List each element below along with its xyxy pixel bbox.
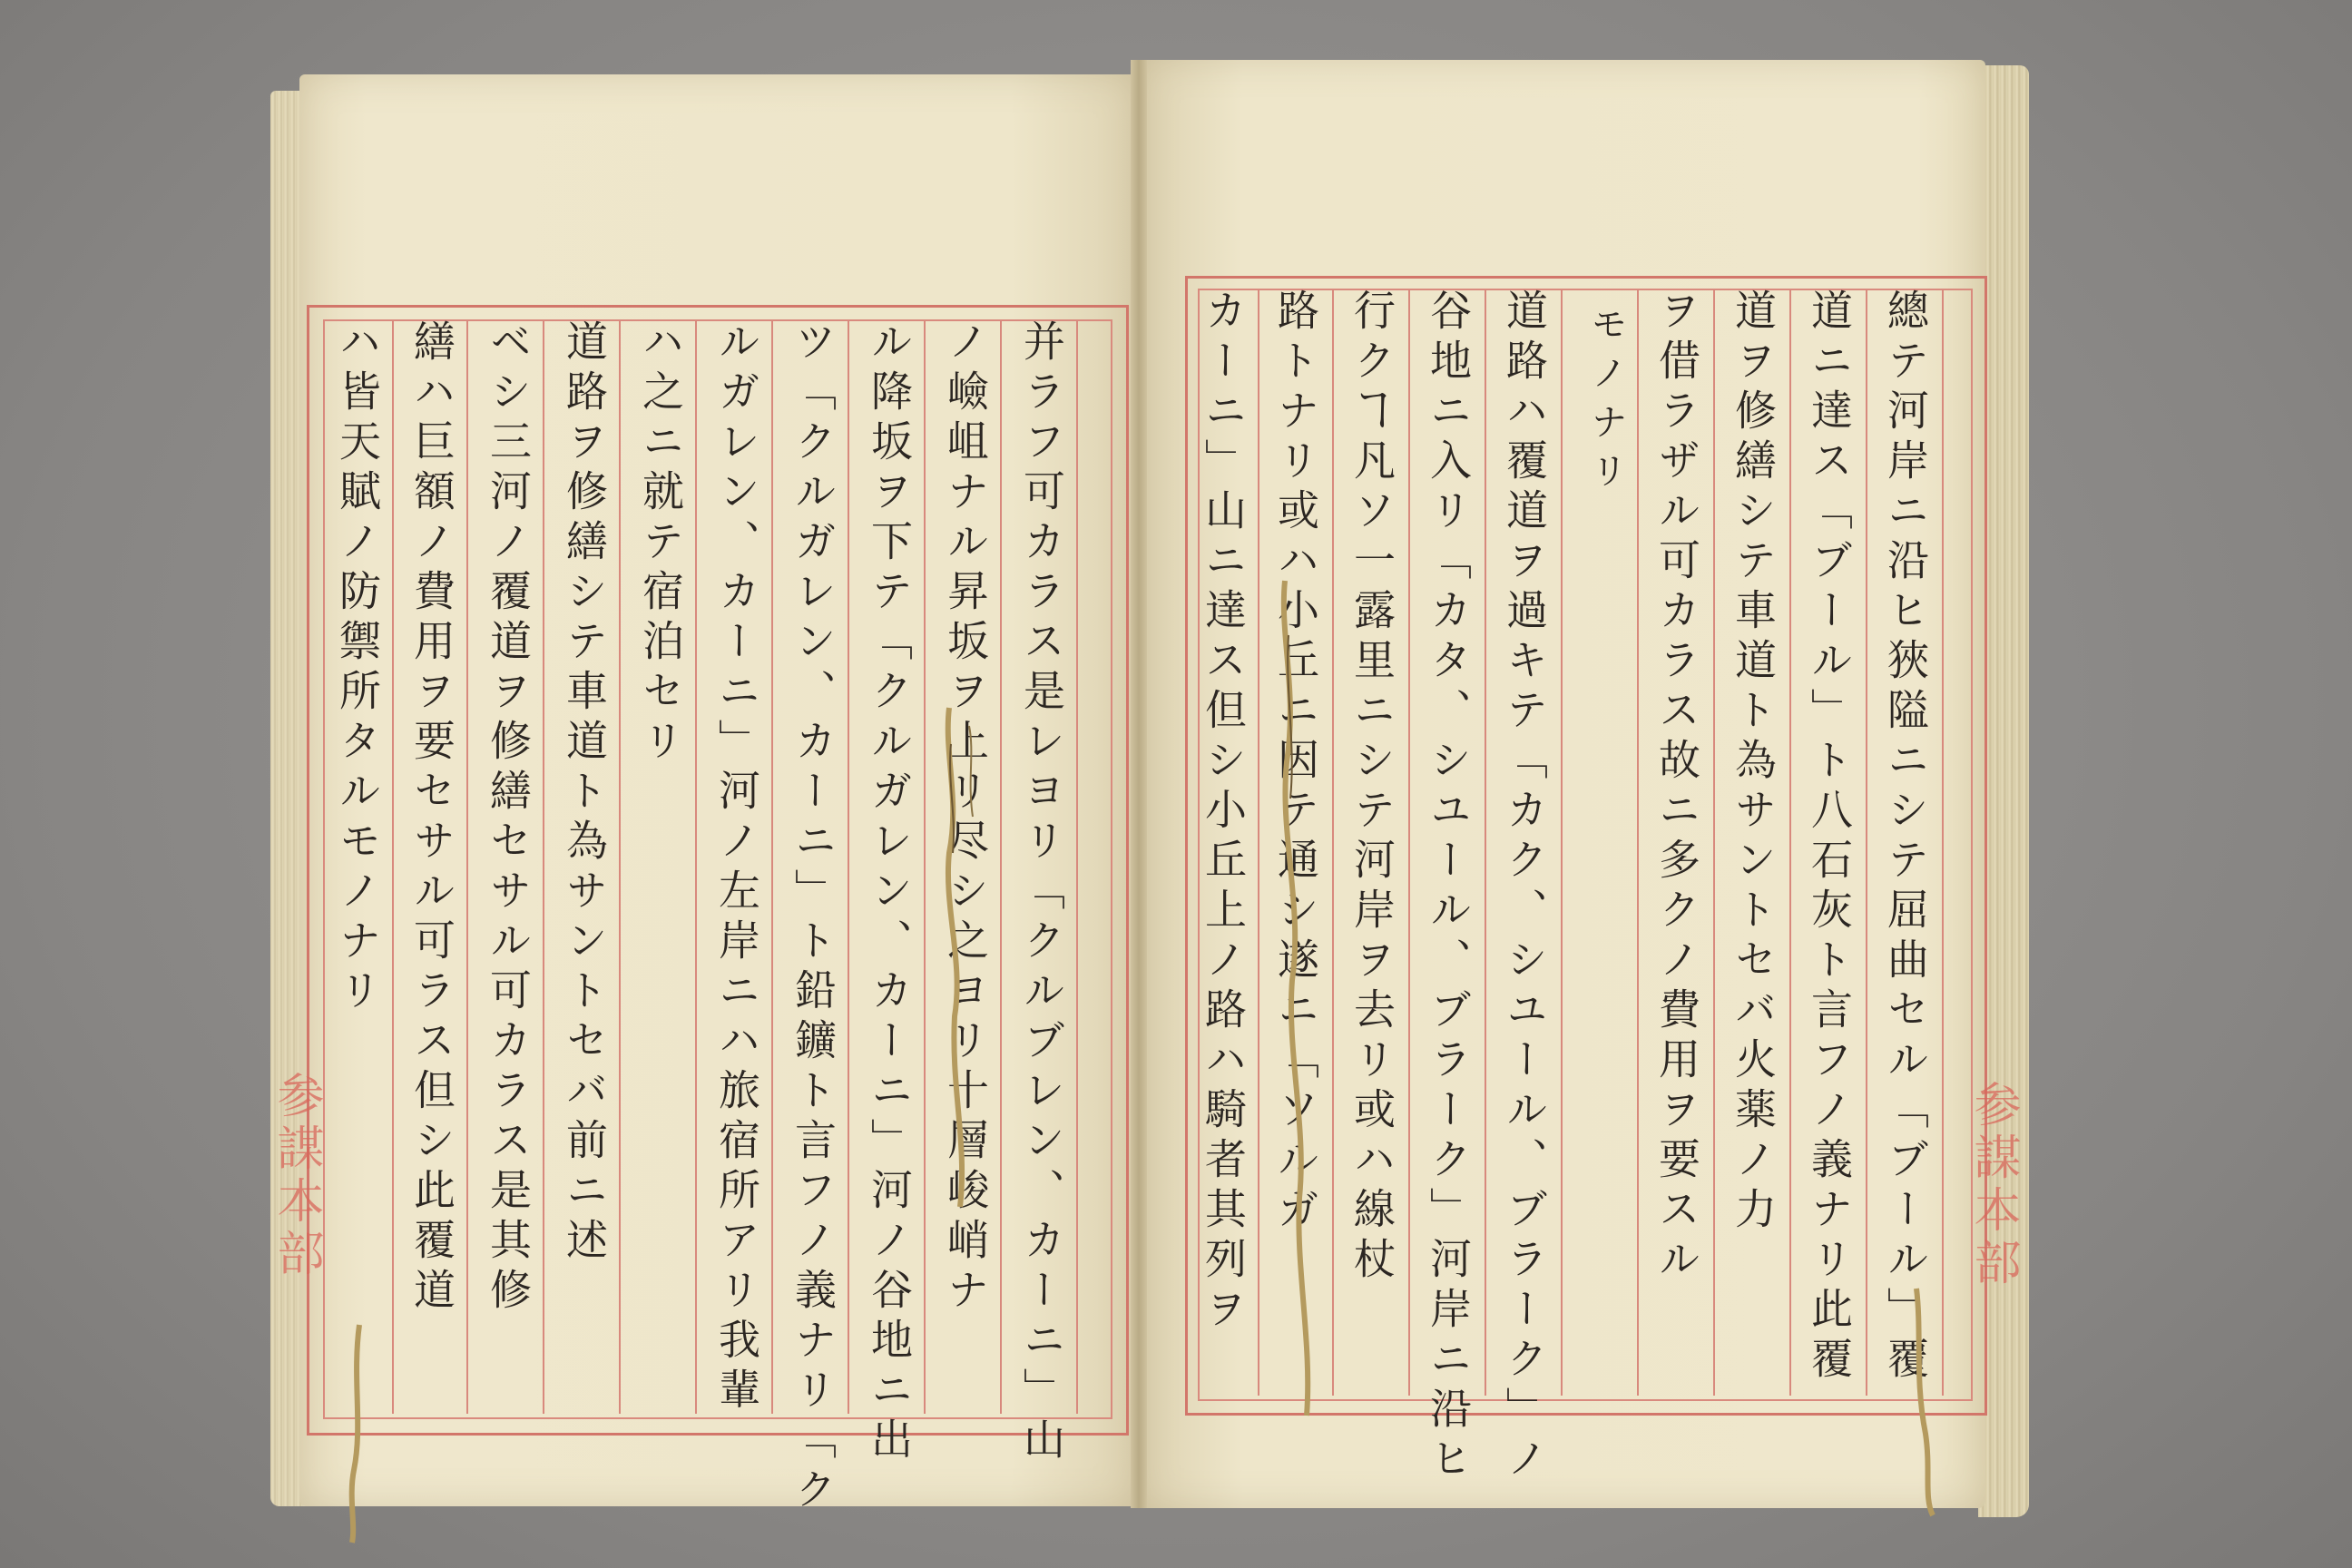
- right-page-column-8: 行クヿ凡ソ一露里ニシテ河岸ヲ去リ或ハ線杖: [1348, 289, 1396, 1287]
- right-page-column-5: モノナリ: [1585, 305, 1627, 501]
- left-page-column-5: ルガレン、カーニ」河ノ左岸ニハ旅宿所アリ我輩: [712, 319, 761, 1417]
- left-margin-seal: 参謀本部: [269, 1071, 323, 1281]
- left-page-column-3: ル降坂ヲ下テ「クルガレン、カーニ」河ノ谷地ニ出: [865, 319, 914, 1467]
- right-margin-seal: 参謀本部: [1965, 1080, 2020, 1290]
- left-page-column-6: ハ之ニ就テ宿泊セリ: [636, 319, 685, 769]
- right-page-column-1: 總テ河岸ニ沿ヒ狹隘ニシテ屈曲セル「ブール」覆: [1881, 289, 1930, 1387]
- left-page-column-7: 道路ヲ修繕シテ車道ト為サントセバ前ニ述: [560, 319, 609, 1268]
- right-page-column-4: ヲ借ラザル可カラス故ニ多クノ費用ヲ要スル: [1652, 289, 1701, 1287]
- left-page-column-2: ノ嶮岨ナル昇坂ヲ上リ尽シ之ヨリ十層峻峭ナ: [941, 319, 990, 1318]
- left-page-column-9: 繕ハ巨額ノ費用ヲ要セサル可ラス但シ此覆道: [407, 319, 456, 1318]
- left-page-column-4: ツ「クルガレン、カーニ」ト鉛鑛ト言フノ義ナリ「ク: [789, 319, 838, 1517]
- right-page-column-7: 谷地ニ入リ「カタ、シユール、ブラーク」河岸ニ沿ヒ: [1424, 289, 1473, 1486]
- right-page-column-3: 道ヲ修繕シテ車道ト為サントセバ火薬ノ力: [1729, 289, 1778, 1237]
- right-page-column-6: 道路ハ覆道ヲ過キテ「カク、シユール、ブラーク」ノ: [1500, 289, 1549, 1486]
- right-page-column-10: カーニ」山ニ達ス但シ小丘上ノ路ハ騎者其列ヲ: [1199, 289, 1248, 1337]
- left-page-column-8: ベシ三河ノ覆道ヲ修繕セサル可カラス是其修: [484, 319, 533, 1318]
- left-page-column-10: ハ皆天賦ノ防禦所タルモノナリ: [333, 319, 382, 1018]
- right-page-column-9: 路トナリ或ハ小丘ニ因テ通シ遂ニ「ソルガ: [1271, 289, 1320, 1237]
- left-page-column-1: 并ラフ可カラス是レヨリ「クルブレン、カーニ」山: [1017, 319, 1066, 1467]
- right-page-column-2: 道ニ達ス「ブール」ト八石灰ト言フノ義ナリ此覆: [1805, 289, 1854, 1387]
